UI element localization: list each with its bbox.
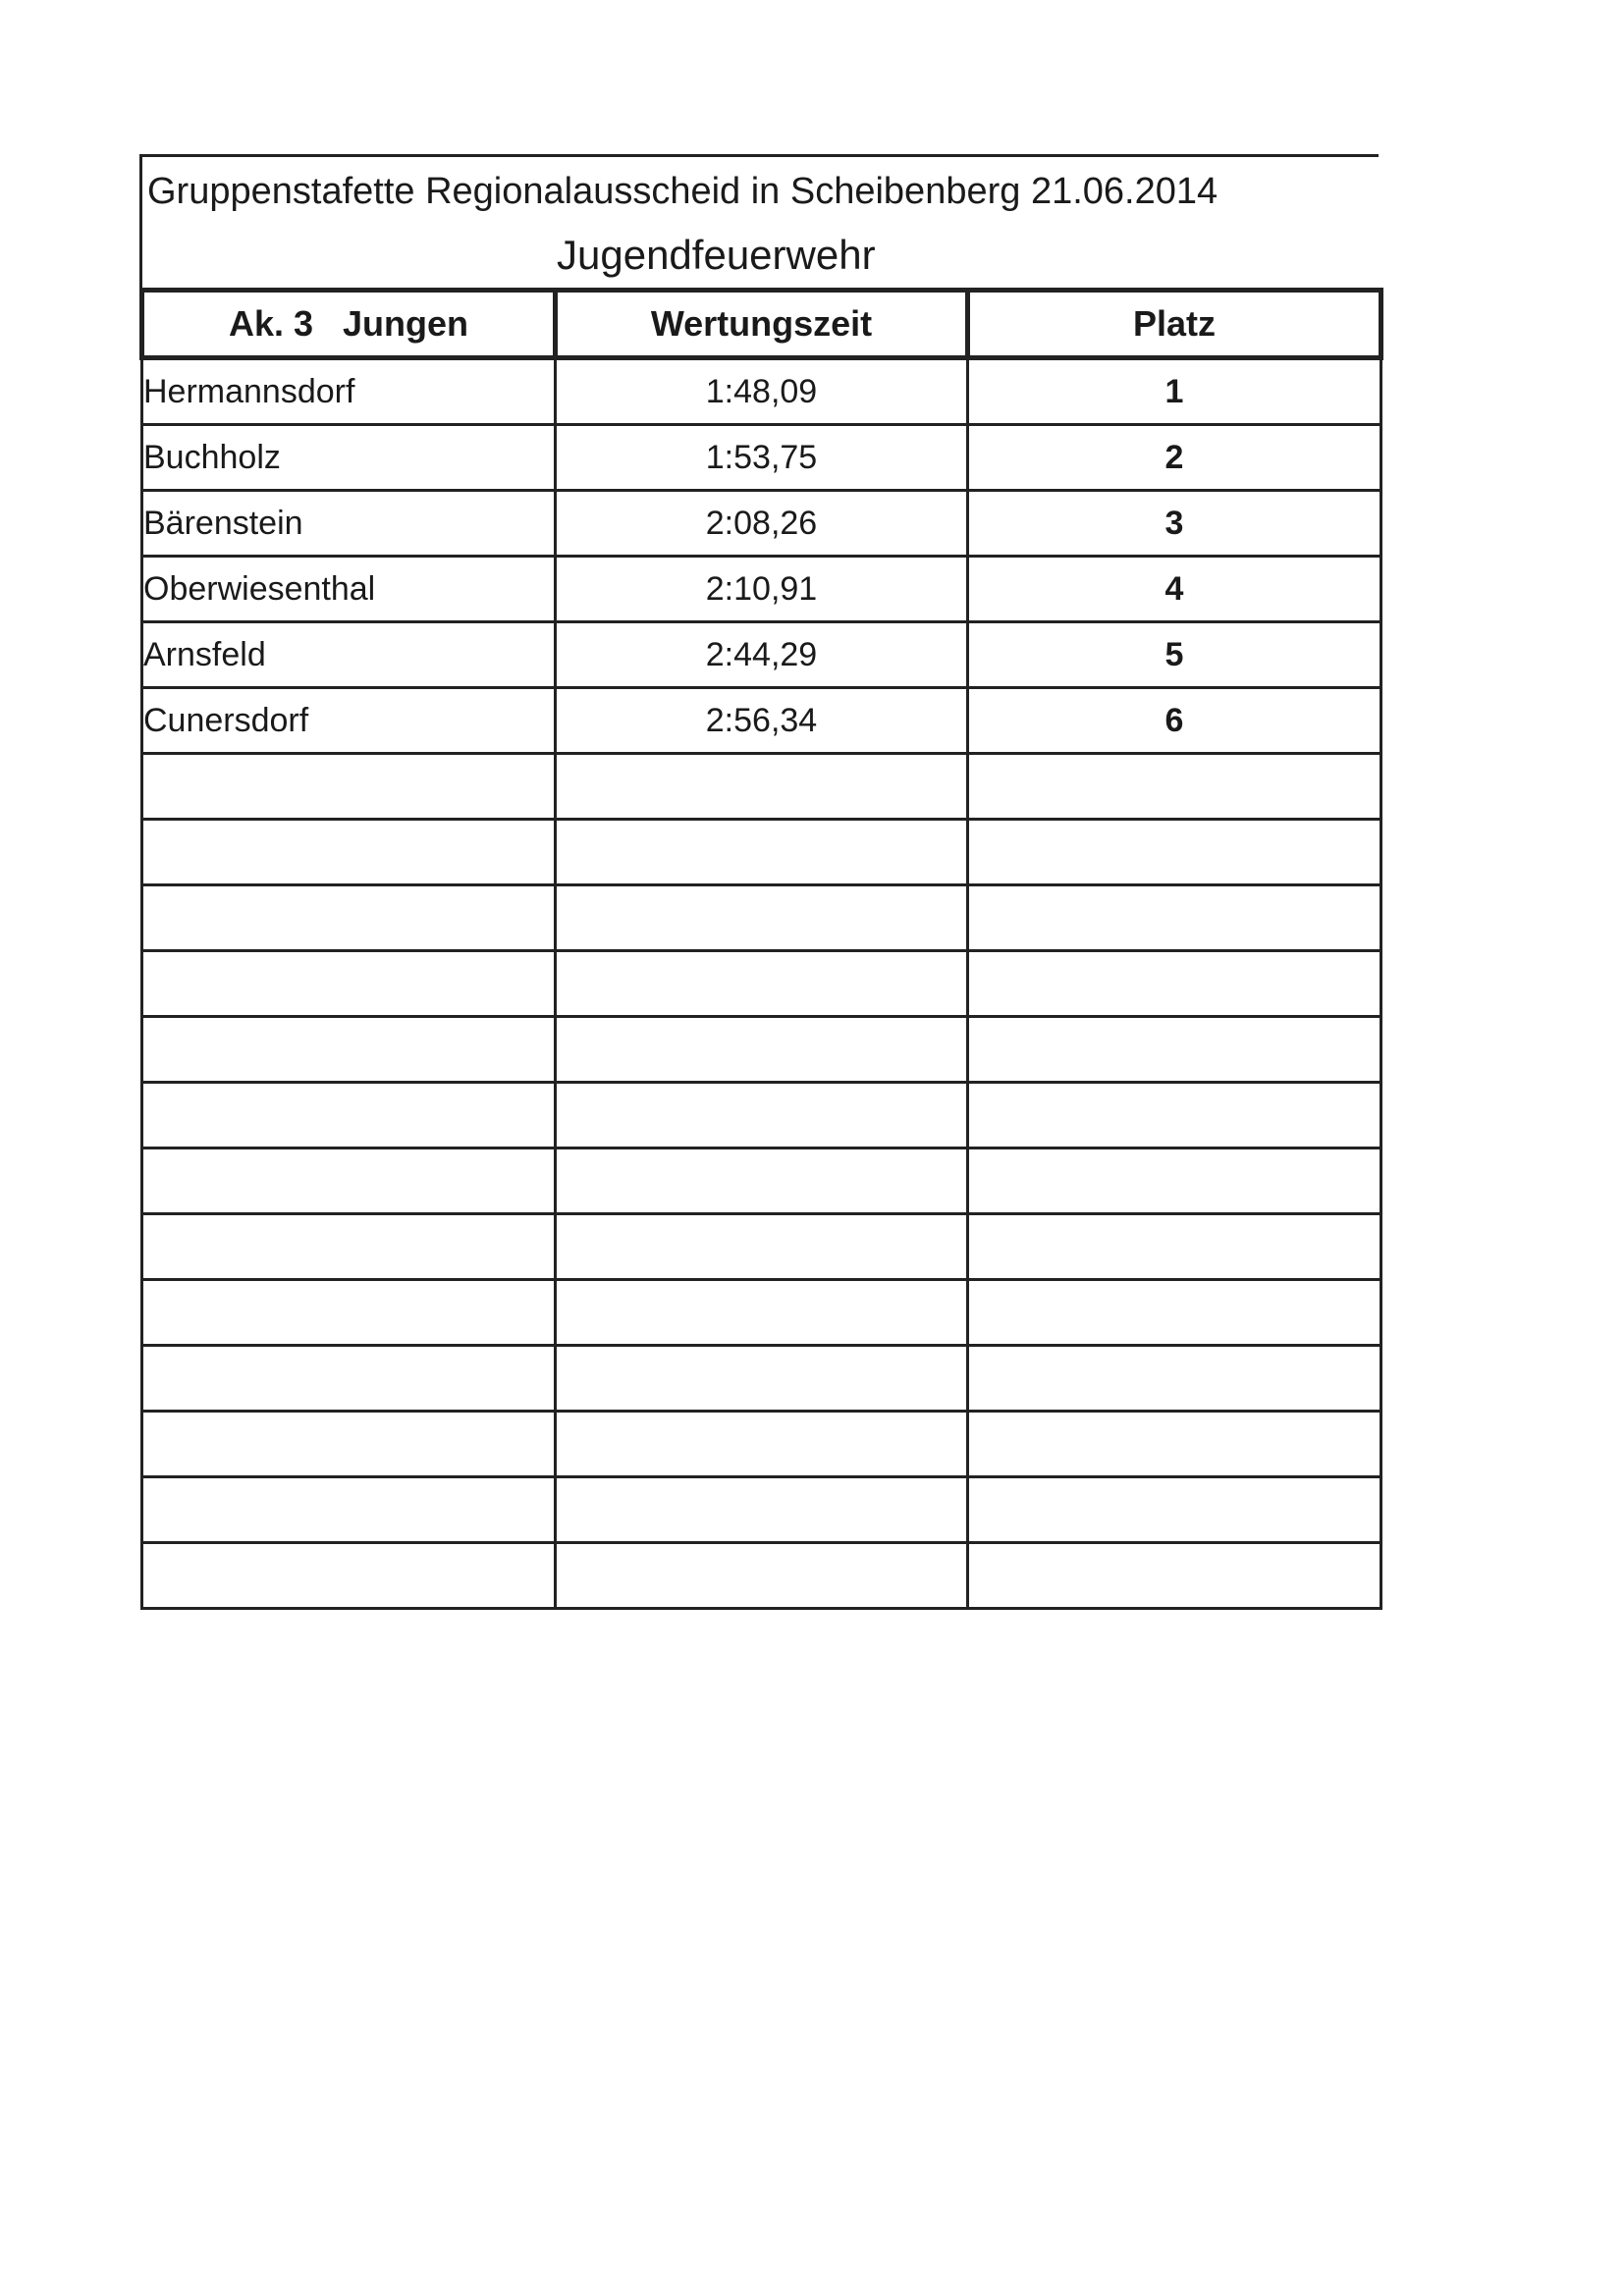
time-cell [556, 885, 968, 951]
table-row [142, 1477, 1381, 1543]
team-cell [142, 1280, 556, 1346]
team-cell [142, 951, 556, 1017]
time-cell [556, 820, 968, 885]
table-row [142, 491, 1381, 557]
top-border [139, 154, 1379, 157]
team-cell [142, 1083, 556, 1148]
place-cell: 4 [968, 557, 1381, 622]
place-cell [968, 951, 1381, 1017]
place-cell [968, 1017, 1381, 1083]
table-row [142, 1412, 1381, 1477]
place-cell: 2 [968, 425, 1381, 491]
table-row [142, 885, 1381, 951]
table-row [142, 425, 1381, 491]
document-subtitle: Jugendfeuerwehr [557, 232, 876, 278]
table-row [142, 951, 1381, 1017]
place-cell [968, 754, 1381, 820]
table-row [142, 754, 1381, 820]
time-cell: 1:48,09 [556, 358, 968, 425]
place-cell: 3 [968, 491, 1381, 557]
table-row [142, 358, 1381, 425]
team-cell [142, 1214, 556, 1280]
team-cell: Arnsfeld [142, 622, 556, 688]
time-cell [556, 1543, 968, 1609]
time-cell: 2:08,26 [556, 491, 968, 557]
time-cell [556, 1083, 968, 1148]
time-cell: 2:44,29 [556, 622, 968, 688]
place-cell [968, 1477, 1381, 1543]
team-cell: Buchholz [142, 425, 556, 491]
place-cell [968, 1346, 1381, 1412]
table-row [142, 1214, 1381, 1280]
time-cell: 2:10,91 [556, 557, 968, 622]
team-cell [142, 1346, 556, 1412]
place-cell [968, 1214, 1381, 1280]
time-cell [556, 951, 968, 1017]
time-cell: 1:53,75 [556, 425, 968, 491]
team-cell [142, 1412, 556, 1477]
results-table [139, 288, 1383, 1610]
time-cell [556, 1412, 968, 1477]
left-border [139, 154, 142, 288]
place-cell: 5 [968, 622, 1381, 688]
time-cell [556, 1017, 968, 1083]
place-cell [968, 1543, 1381, 1609]
team-cell: Hermannsdorf [142, 358, 556, 425]
place-cell: 1 [968, 358, 1381, 425]
table-row [142, 688, 1381, 754]
team-cell: Oberwiesenthal [142, 557, 556, 622]
time-cell: 2:56,34 [556, 688, 968, 754]
place-cell [968, 1412, 1381, 1477]
header-category: Ak. 3 Jungen [142, 291, 556, 358]
header-time: Wertungszeit [556, 291, 968, 358]
team-cell: Bärenstein [142, 491, 556, 557]
table-row [142, 622, 1381, 688]
table-row [142, 1346, 1381, 1412]
table-row [142, 1148, 1381, 1214]
place-cell [968, 1280, 1381, 1346]
table-row [142, 1543, 1381, 1609]
document-title: Gruppenstafette Regionalausscheid in Scheibenberg 21.06.2014 [147, 171, 1218, 212]
place-cell [968, 885, 1381, 951]
time-cell [556, 1214, 968, 1280]
table-row [142, 1280, 1381, 1346]
team-cell [142, 820, 556, 885]
team-cell [142, 1017, 556, 1083]
team-cell [142, 754, 556, 820]
team-cell [142, 1477, 556, 1543]
table-row [142, 820, 1381, 885]
table-row [142, 1017, 1381, 1083]
header-place: Platz [968, 291, 1381, 358]
team-cell [142, 1543, 556, 1609]
team-cell [142, 885, 556, 951]
place-cell: 6 [968, 688, 1381, 754]
place-cell [968, 1148, 1381, 1214]
time-cell [556, 754, 968, 820]
time-cell [556, 1477, 968, 1543]
time-cell [556, 1280, 968, 1346]
place-cell [968, 1083, 1381, 1148]
time-cell [556, 1148, 968, 1214]
table-row [142, 557, 1381, 622]
time-cell [556, 1346, 968, 1412]
table-row [142, 1083, 1381, 1148]
team-cell [142, 1148, 556, 1214]
header-row [142, 291, 1381, 358]
team-cell: Cunersdorf [142, 688, 556, 754]
place-cell [968, 820, 1381, 885]
